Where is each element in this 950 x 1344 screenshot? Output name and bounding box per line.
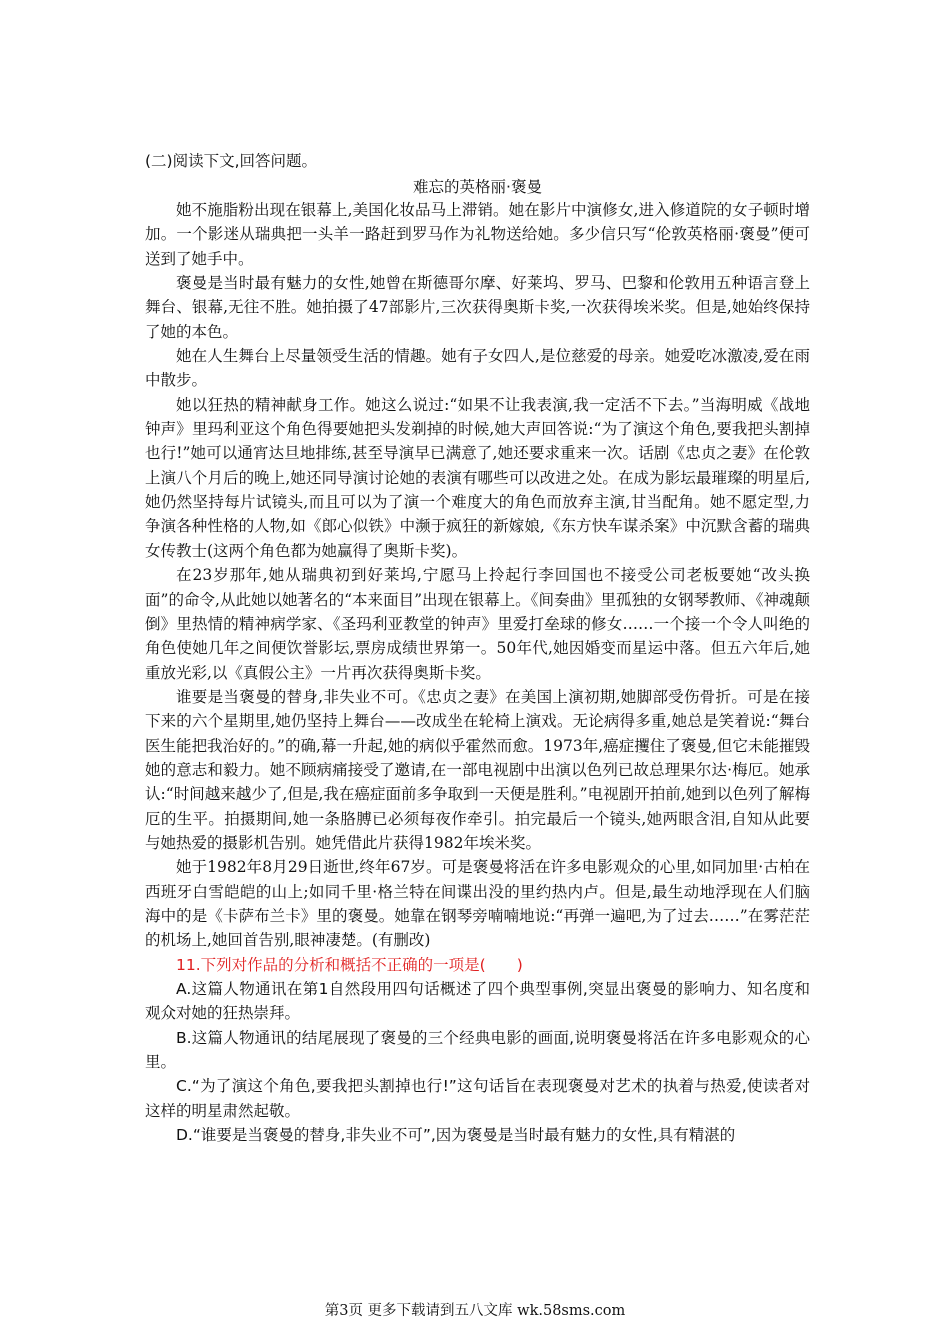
paragraph: 她不施脂粉出现在银幕上,美国化妆品马上滞销。她在影片中演修女,进入修道院的女子顿时增加。一个影迷从瑞典把一头羊一路赶到罗马作为礼物送给她。多少信只写“伦敦英格丽·褒曼”便可送到了她手中。 xyxy=(145,201,810,268)
paragraph: 她以狂热的精神献身工作。她这么说过:“如果不让我表演,我一定活不下去。”当海明威《战地钟声》里玛利亚这个角色得要她把头发剃掉的时候,她大声回答说:“为了演这个角色,要我把头割掉也行!”她可以通宵达旦地排练,甚至导演早已满意了,她还要求重来一次。话剧《忠贞之妻》在伦敦上演八个月后的晚上,她还同导演讨论她的表演有哪些可以改进之处。在成为影坛最璀璨的明星后,她仍然坚持每片试镜头,而且可以为了演一个难度大的角色而放弃主演,甘当配角。她不愿定型,力争演各种性格的人物,如《郎心似铁》中濒于疯狂的新嫁娘,《东方快车谋杀案》中沉默含蓄的瑞典女传教士(这两个角色都为她赢得了奥斯卡奖)。 xyxy=(145,395,810,560)
paragraph: 褒曼是当时最有魅力的女性,她曾在斯德哥尔摩、好莱坞、罗马、巴黎和伦敦用五种语言登上舞台、银幕,无往不胜。她拍摄了47部影片,三次获得奥斯卡奖,一次获得埃米奖。但是,她始终保持了她的本色。 xyxy=(145,274,810,341)
question-stem: 11.下列对作品的分析和概括不正确的一项是( ) xyxy=(176,955,523,974)
question-option-c: C.“为了演这个角色,要我把头割掉也行!”这句话旨在表现褒曼对艺术的执着与热爱,使读者对这样的明星肃然起敬。 xyxy=(145,1077,810,1120)
question-option-a: A.这篇人物通讯在第1自然段用四句话概述了四个典型事例,突显出褒曼的影响力、知名度和观众对她的狂热崇拜。 xyxy=(145,980,810,1023)
paragraph: 她在人生舞台上尽量领受生活的情趣。她有子女四人,是位慈爱的母亲。她爱吃冰激凌,爱在雨中散步。 xyxy=(145,347,810,390)
paragraph: 她于1982年8月29日逝世,终年67岁。可是褒曼将活在许多电影观众的心里,如同加里·古柏在西班牙白雪皑皑的山上;如同千里·格兰特在间谍出没的里约热内卢。但是,最生动地浮现在人们脑海中的是《卡萨布兰卡》里的褒曼。她靠在钢琴旁喃喃地说:“再弹一遍吧,为了过去……”在雾茫茫的机场上,她回首告别,眼神凄楚。(有删改) xyxy=(145,858,810,950)
article-body xyxy=(145,198,810,1147)
question-option-d: D.“谁要是当褒曼的替身,非失业不可”,因为褒曼是当时最有魅力的女性,具有精湛的 xyxy=(176,1126,736,1145)
page-footer: 第3页 更多下载请到五八文库 wk.58sms.com xyxy=(324,1303,626,1319)
section-heading: (二)阅读下文,回答问题。 xyxy=(145,152,318,170)
paragraph: 谁要是当褒曼的替身,非失业不可。《忠贞之妻》在美国上演初期,她脚部受伤骨折。可是在接下来的六个星期里,她仍坚持上舞台——改成坐在轮椅上演戏。无论病得多重,她总是笑着说:“舞台医生能把我治好的。”的确,幕一升起,她的病似乎霍然而愈。1973年,癌症攫住了褒曼,但它未能摧毁她的意志和毅力。她不顾病痛接受了邀请,在一部电视剧中出演以色列已故总理果尔达·梅厄。她承认:“时间越来越少了,但是,我在癌症面前多争取到一天便是胜利。”电视剧开拍前,她到以色列了解梅厄的生平。拍摄期间,她一条胳膊已必须每夜作牵引。拍完最后一个镜头,她两眼含泪,自知从此要与她热爱的摄影机告别。她凭借此片获得1982年埃米奖。 xyxy=(145,687,810,852)
article-title: 难忘的英格丽·褒曼 xyxy=(413,178,542,196)
question-option-b: B.这篇人物通讯的结尾展现了褒曼的三个经典电影的画面,说明褒曼将活在许多电影观众的心里。 xyxy=(145,1028,810,1072)
paragraph: 在23岁那年,她从瑞典初到好莱坞,宁愿马上拎起行李回国也不接受公司老板要她“改头换面”的命令,从此她以她著名的“本来面目”出现在银幕上。《间奏曲》里孤独的女钢琴教师、《神魂颠倒》里热情的精神病学家、《圣玛利亚教堂的钟声》里爱打垒球的修女……一个接一个令人叫绝的角色使她几年之间便饮誉影坛,票房成绩世界第一。50年代,她因婚变而星运中落。但五六年后,她重放光彩,以《真假公主》一片再次获得奥斯卡奖。 xyxy=(145,566,810,682)
